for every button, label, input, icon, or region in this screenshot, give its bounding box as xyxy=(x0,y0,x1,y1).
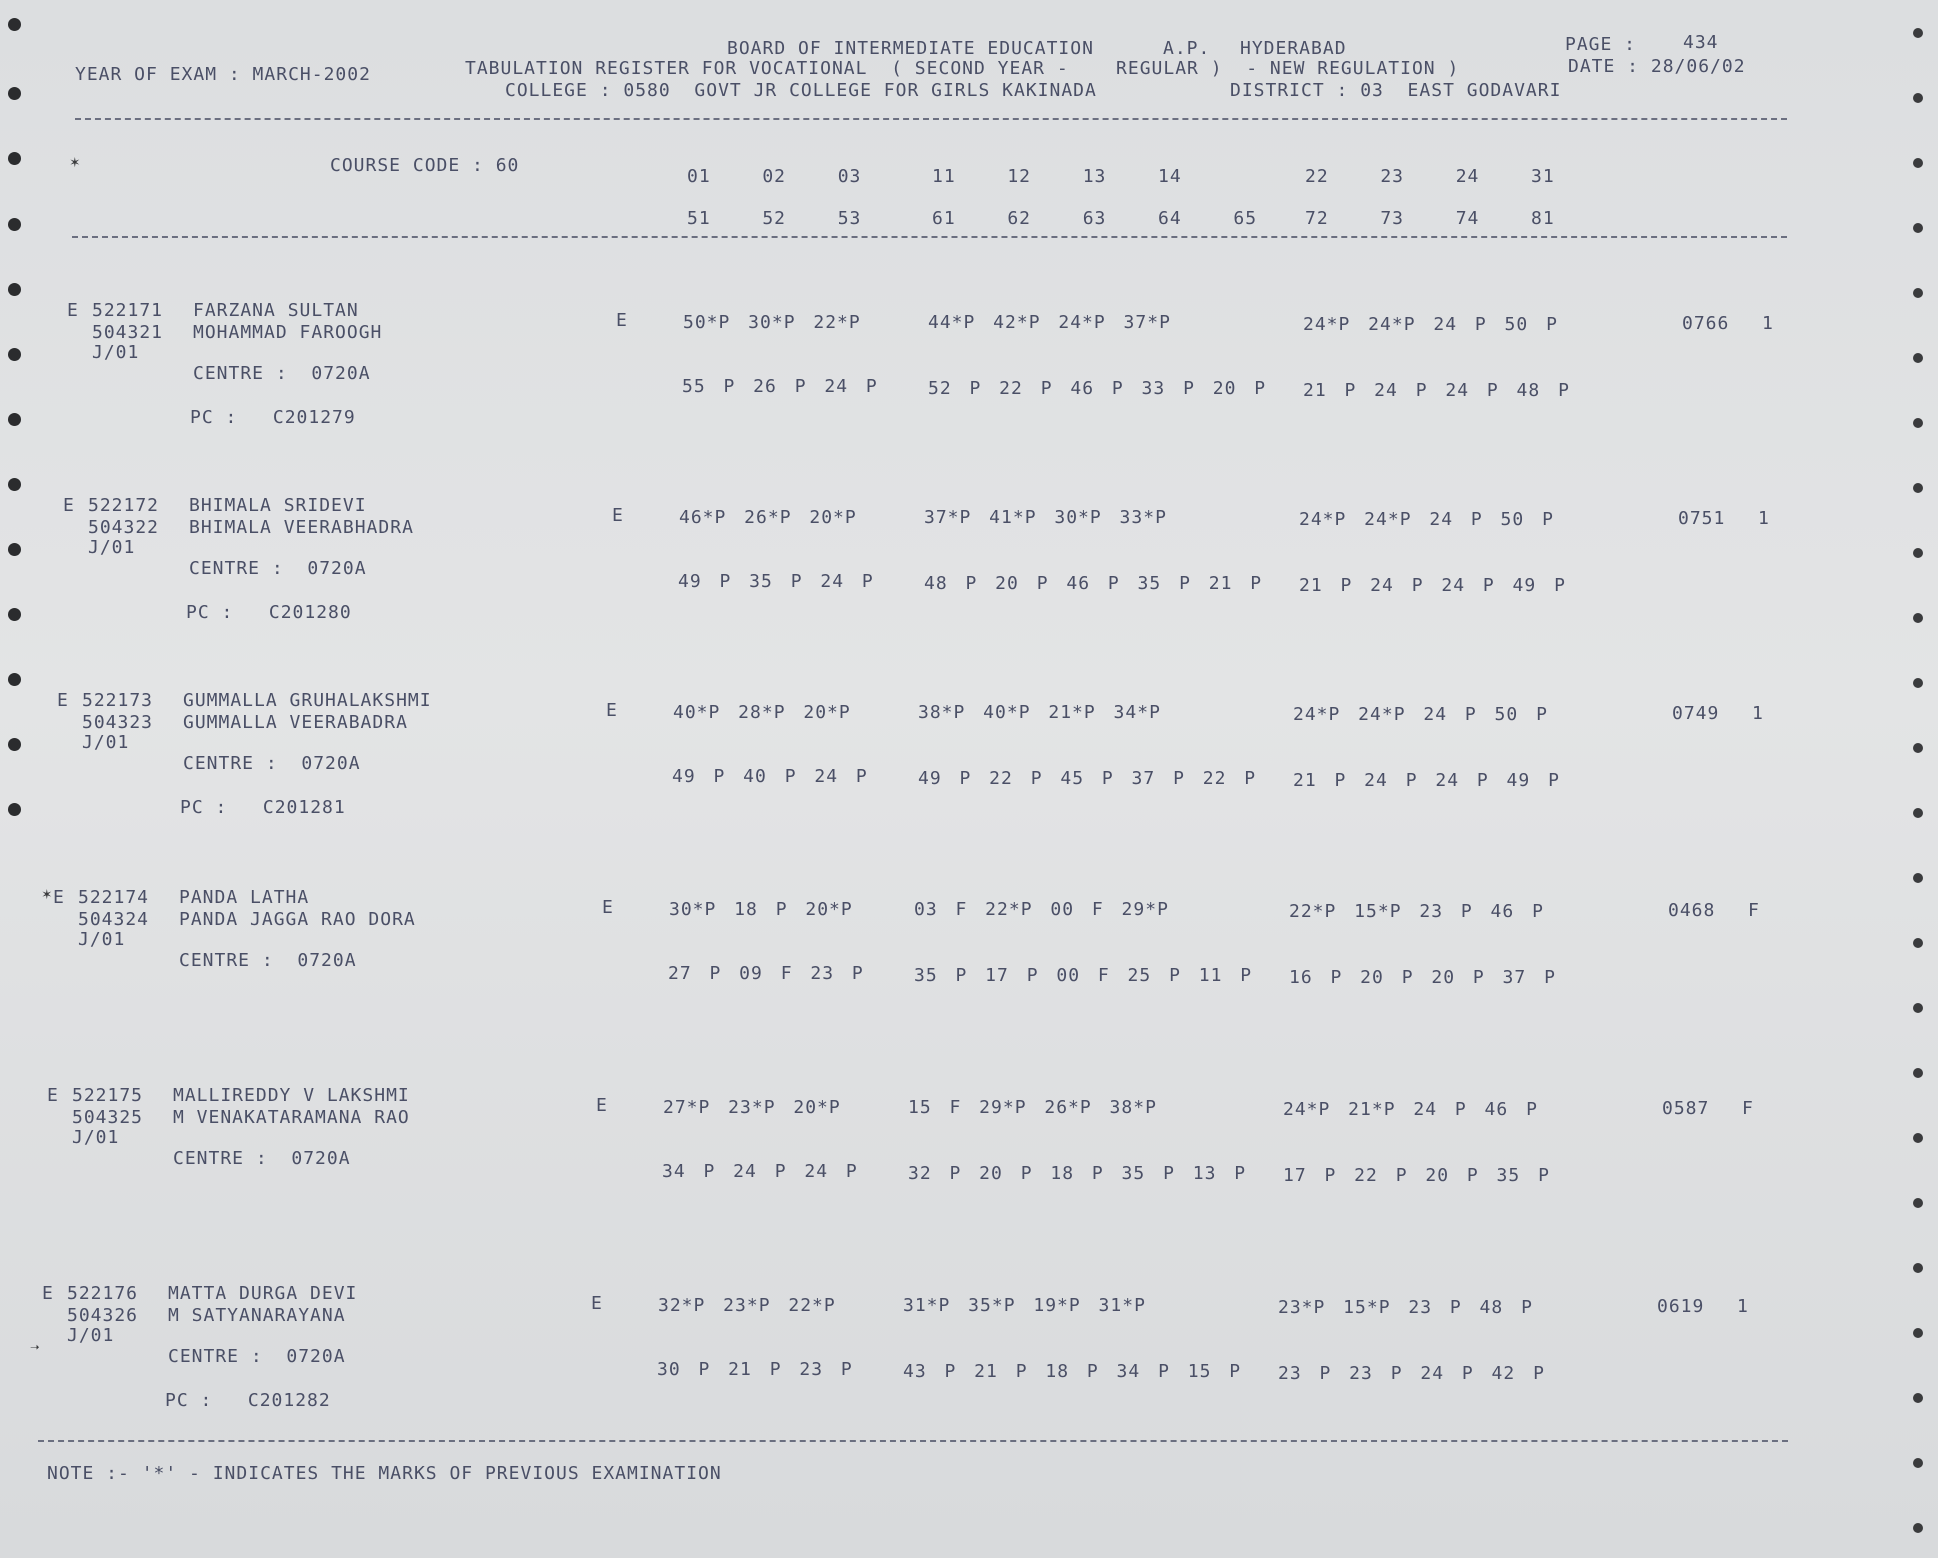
marks-row1-group1: 32*P 23*P 22*P xyxy=(658,1295,836,1316)
col-header-row2-group1: 51 52 53 xyxy=(687,208,862,229)
col-header-row1-group1: 01 02 03 xyxy=(687,166,862,187)
candidate-name: MALLIREDDY V LAKSHMI xyxy=(173,1085,410,1106)
marks-row2-group2: 48 P 20 P 46 P 35 P 21 P xyxy=(924,573,1263,594)
page-number: 434 xyxy=(1683,32,1719,53)
registration-number: 504325 xyxy=(72,1107,144,1128)
footer-divider xyxy=(38,1440,1788,1442)
group-code: J/01 xyxy=(82,732,130,753)
right-tractor-holes xyxy=(1898,0,1938,1558)
marks-row1-group3: 22*P 15*P 23 P 46 P xyxy=(1289,901,1544,922)
marks-row2-group1: 49 P 35 P 24 P xyxy=(678,571,874,592)
total-marks: 0749 xyxy=(1672,703,1720,724)
father-name: MOHAMMAD FAROOGH xyxy=(193,322,383,343)
col-header-row1-group3: 22 23 24 31 xyxy=(1305,166,1555,187)
record-prefix: E xyxy=(42,1283,54,1304)
roll-number: 522176 xyxy=(67,1283,139,1304)
marks-row1-group3: 24*P 24*P 24 P 50 P xyxy=(1293,704,1548,725)
exam-centre: CENTRE : 0720A xyxy=(193,363,371,384)
header-divider xyxy=(75,118,1787,120)
college-line: COLLEGE : 0580 GOVT JR COLLEGE FOR GIRLS KAKINADA xyxy=(505,80,1097,101)
result-code: 1 xyxy=(1752,703,1764,724)
marks-row2-group3: 21 P 24 P 24 P 49 P xyxy=(1299,575,1566,596)
medium-code: E xyxy=(612,505,624,526)
exam-centre: CENTRE : 0720A xyxy=(173,1148,351,1169)
result-code: F xyxy=(1742,1098,1754,1119)
marks-row1-group2: 03 F 22*P 00 F 29*P xyxy=(914,899,1169,920)
margin-asterisk-mark: ✶ xyxy=(70,152,81,171)
marks-row1-group1: 40*P 28*P 20*P xyxy=(673,702,851,723)
city-label: HYDERABAD xyxy=(1240,38,1347,59)
father-name: M SATYANARAYANA xyxy=(168,1305,346,1326)
marks-row1-group3: 24*P 24*P 24 P 50 P xyxy=(1299,509,1554,530)
candidate-name: FARZANA SULTAN xyxy=(193,300,359,321)
result-code: F xyxy=(1748,900,1760,921)
registration-number: 504322 xyxy=(88,517,160,538)
marks-row2-group1: 34 P 24 P 24 P xyxy=(662,1161,858,1182)
board-title: BOARD OF INTERMEDIATE EDUCATION xyxy=(727,38,1094,59)
col-header-row2-group2: 61 62 63 64 65 xyxy=(932,208,1258,229)
page-label: PAGE : xyxy=(1565,34,1637,55)
margin-arrow-mark: ➝ xyxy=(30,1338,41,1357)
marks-row1-group3: 23*P 15*P 23 P 48 P xyxy=(1278,1297,1533,1318)
pc-number: PC : C201280 xyxy=(186,602,352,623)
marks-row2-group3: 16 P 20 P 20 P 37 P xyxy=(1289,967,1556,988)
registration-number: 504323 xyxy=(82,712,154,733)
candidate-name: BHIMALA SRIDEVI xyxy=(189,495,367,516)
group-code: J/01 xyxy=(92,342,140,363)
record-prefix: E xyxy=(63,495,75,516)
result-code: 1 xyxy=(1762,313,1774,334)
total-marks: 0751 xyxy=(1678,508,1726,529)
margin-asterisk-mark: ✶ xyxy=(42,884,53,903)
registration-number: 504324 xyxy=(78,909,150,930)
record-prefix: E xyxy=(57,690,69,711)
medium-code: E xyxy=(616,310,628,331)
marks-row1-group1: 46*P 26*P 20*P xyxy=(679,507,857,528)
exam-centre: CENTRE : 0720A xyxy=(189,558,367,579)
pc-number: PC : C201281 xyxy=(180,797,346,818)
district-line: DISTRICT : 03 EAST GODAVARI xyxy=(1230,80,1562,101)
marks-row2-group1: 55 P 26 P 24 P xyxy=(682,376,878,397)
col-header-row1-group2: 11 12 13 14 xyxy=(932,166,1182,187)
father-name: BHIMALA VEERABHADRA xyxy=(189,517,414,538)
total-marks: 0587 xyxy=(1662,1098,1710,1119)
father-name: GUMMALLA VEERABADRA xyxy=(183,712,408,733)
marks-row2-group2: 52 P 22 P 46 P 33 P 20 P xyxy=(928,378,1267,399)
record-prefix: E xyxy=(47,1085,59,1106)
marks-row2-group2: 35 P 17 P 00 F 25 P 11 P xyxy=(914,965,1253,986)
year-of-exam: YEAR OF EXAM : MARCH-2002 xyxy=(75,64,371,85)
marks-row2-group3: 21 P 24 P 24 P 48 P xyxy=(1303,380,1570,401)
result-code: 1 xyxy=(1758,508,1770,529)
marks-row1-group2: 15 F 29*P 26*P 38*P xyxy=(908,1097,1157,1118)
candidate-name: MATTA DURGA DEVI xyxy=(168,1283,358,1304)
total-marks: 0766 xyxy=(1682,313,1730,334)
marks-row1-group2: 37*P 41*P 30*P 33*P xyxy=(924,507,1167,528)
group-code: J/01 xyxy=(72,1127,120,1148)
record-prefix: E xyxy=(53,887,65,908)
exam-centre: CENTRE : 0720A xyxy=(183,753,361,774)
marks-row1-group1: 50*P 30*P 22*P xyxy=(683,312,861,333)
col-header-row2-group3: 72 73 74 81 xyxy=(1305,208,1555,229)
marks-row1-group1: 30*P 18 P 20*P xyxy=(669,899,853,920)
marks-row1-group3: 24*P 24*P 24 P 50 P xyxy=(1303,314,1558,335)
group-code: J/01 xyxy=(78,929,126,950)
left-tractor-holes xyxy=(0,0,40,1558)
pc-number: PC : C201282 xyxy=(165,1390,331,1411)
father-name: PANDA JAGGA RAO DORA xyxy=(179,909,416,930)
candidate-name: GUMMALLA GRUHALAKSHMI xyxy=(183,690,432,711)
marks-row1-group2: 31*P 35*P 19*P 31*P xyxy=(903,1295,1146,1316)
marks-row2-group1: 49 P 40 P 24 P xyxy=(672,766,868,787)
pc-number: PC : C201279 xyxy=(190,407,356,428)
result-code: 1 xyxy=(1737,1296,1749,1317)
register-title: TABULATION REGISTER FOR VOCATIONAL ( SECOND YEAR - REGULAR ) - NEW REGULATION ) xyxy=(465,58,1460,79)
marks-row1-group1: 27*P 23*P 20*P xyxy=(663,1097,841,1118)
record-prefix: E xyxy=(67,300,79,321)
marks-row2-group1: 27 P 09 F 23 P xyxy=(668,963,864,984)
footnote: NOTE :- '*' - INDICATES THE MARKS OF PREVIOUS EXAMINATION xyxy=(47,1463,722,1484)
roll-number: 522173 xyxy=(82,690,154,711)
roll-number: 522171 xyxy=(92,300,164,321)
marks-row2-group2: 43 P 21 P 18 P 34 P 15 P xyxy=(903,1361,1242,1382)
exam-centre: CENTRE : 0720A xyxy=(168,1346,346,1367)
total-marks: 0619 xyxy=(1657,1296,1705,1317)
marks-row1-group3: 24*P 21*P 24 P 46 P xyxy=(1283,1099,1538,1120)
marks-row1-group2: 38*P 40*P 21*P 34*P xyxy=(918,702,1161,723)
medium-code: E xyxy=(602,897,614,918)
marks-row2-group3: 21 P 24 P 24 P 49 P xyxy=(1293,770,1560,791)
state-label: A.P. xyxy=(1163,38,1211,59)
candidate-name: PANDA LATHA xyxy=(179,887,310,908)
registration-number: 504321 xyxy=(92,322,164,343)
group-code: J/01 xyxy=(67,1325,115,1346)
course-code: COURSE CODE : 60 xyxy=(330,155,520,176)
print-date: DATE : 28/06/02 xyxy=(1568,56,1746,77)
marks-row2-group2: 32 P 20 P 18 P 35 P 13 P xyxy=(908,1163,1247,1184)
roll-number: 522174 xyxy=(78,887,150,908)
roll-number: 522175 xyxy=(72,1085,144,1106)
marks-row2-group1: 30 P 21 P 23 P xyxy=(657,1359,853,1380)
exam-centre: CENTRE : 0720A xyxy=(179,950,357,971)
column-header-divider xyxy=(72,236,1787,238)
total-marks: 0468 xyxy=(1668,900,1716,921)
marks-row1-group2: 44*P 42*P 24*P 37*P xyxy=(928,312,1171,333)
medium-code: E xyxy=(596,1095,608,1116)
father-name: M VENAKATARAMANA RAO xyxy=(173,1107,410,1128)
marks-row2-group3: 17 P 22 P 20 P 35 P xyxy=(1283,1165,1550,1186)
marks-row2-group3: 23 P 23 P 24 P 42 P xyxy=(1278,1363,1545,1384)
registration-number: 504326 xyxy=(67,1305,139,1326)
group-code: J/01 xyxy=(88,537,136,558)
roll-number: 522172 xyxy=(88,495,160,516)
marks-row2-group2: 49 P 22 P 45 P 37 P 22 P xyxy=(918,768,1257,789)
medium-code: E xyxy=(591,1293,603,1314)
medium-code: E xyxy=(606,700,618,721)
